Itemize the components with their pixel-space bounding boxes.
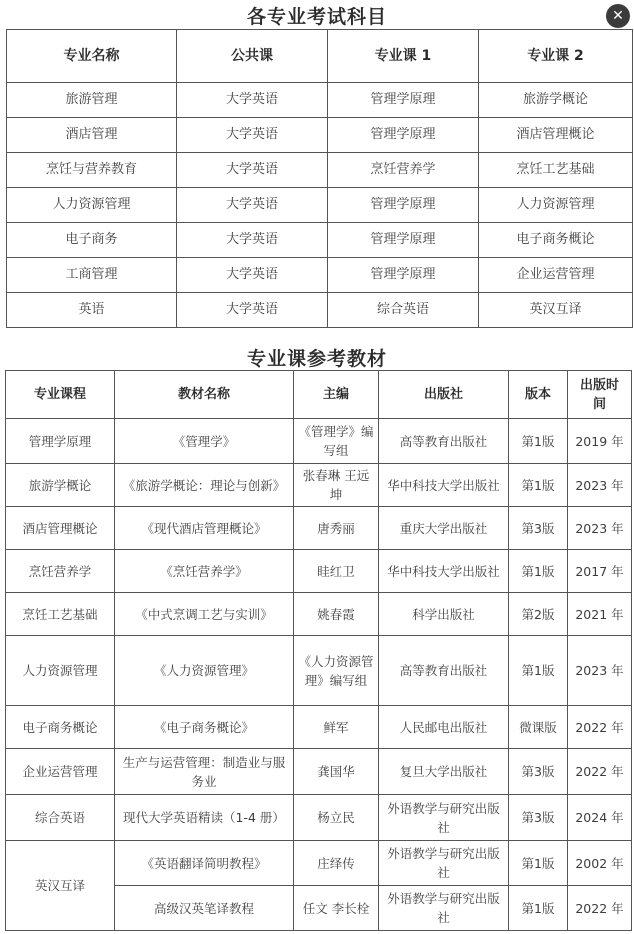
table-cell: 烹饪营养学 [328, 153, 479, 188]
exam-subjects-table [6, 29, 633, 328]
table-row [7, 258, 633, 293]
table-cell: 烹饪工艺基础 [479, 153, 633, 188]
table-header-row [7, 30, 633, 83]
table-row [6, 593, 632, 636]
table-cell: 微课版 [509, 706, 568, 749]
table-cell: 企业运营管理 [479, 258, 633, 293]
table-cell: 唐秀丽 [294, 507, 379, 550]
table-cell: 管理学原理 [328, 188, 479, 223]
table-cell: 电子商务概论 [6, 706, 115, 749]
table-cell: 大学英语 [177, 223, 328, 258]
table-row [6, 636, 632, 706]
header-cell: 主编 [294, 371, 379, 419]
table-cell: 重庆大学出版社 [379, 507, 509, 550]
table-cell: 烹饪营养学 [6, 550, 115, 593]
table-cell: 综合英语 [328, 293, 479, 328]
table-row [6, 795, 632, 841]
table-cell: 庄绎传 [294, 841, 379, 886]
table-cell: 第1版 [509, 636, 568, 706]
table-cell: 电子商务 [7, 223, 177, 258]
table-row [6, 841, 632, 886]
header-cell: 专业名称 [7, 30, 177, 83]
table-cell: 眭红卫 [294, 550, 379, 593]
table-row [7, 118, 633, 153]
table-cell: 大学英语 [177, 118, 328, 153]
table-row [6, 507, 632, 550]
table-cell: 高等教育出版社 [379, 636, 509, 706]
table-cell: 外语教学与研究出版社 [379, 795, 509, 841]
table-row [7, 188, 633, 223]
reference-textbooks-title: 专业课参考教材 [246, 348, 387, 370]
table-cell: 2022 年 [568, 749, 632, 795]
table-row [7, 293, 633, 328]
table-row [6, 464, 632, 507]
reference-textbooks-table [5, 370, 632, 931]
table-cell: 酒店管理概论 [479, 118, 633, 153]
table-cell: 2019 年 [568, 419, 632, 464]
table-cell: 管理学原理 [6, 419, 115, 464]
header-cell: 教材名称 [115, 371, 294, 419]
table-cell: 管理学原理 [328, 258, 479, 293]
table-row [6, 749, 632, 795]
table-header-row [6, 371, 632, 419]
table-cell: 现代大学英语精读（1-4 册） [115, 795, 294, 841]
table-cell: 外语教学与研究出版社 [379, 886, 509, 931]
header-cell: 出版社 [379, 371, 509, 419]
table-cell: 综合英语 [6, 795, 115, 841]
table-cell: 旅游学概论 [6, 464, 115, 507]
table-cell: 大学英语 [177, 258, 328, 293]
table-cell: 2022 年 [568, 706, 632, 749]
table-cell: 人力资源管理 [479, 188, 633, 223]
table-cell: 旅游学概论 [479, 83, 633, 118]
table-cell: 2021 年 [568, 593, 632, 636]
table-cell: 旅游管理 [7, 83, 177, 118]
table-cell: 高等教育出版社 [379, 419, 509, 464]
table-cell: 科学出版社 [379, 593, 509, 636]
table-cell: 《中式烹调工艺与实训》 [115, 593, 294, 636]
table-cell: 人力资源管理 [6, 636, 115, 706]
table-cell: 第1版 [509, 419, 568, 464]
table-cell: 2023 年 [568, 636, 632, 706]
table-cell: 人民邮电出版社 [379, 706, 509, 749]
table-cell: 第2版 [509, 593, 568, 636]
table-cell: 烹饪与营养教育 [7, 153, 177, 188]
table-cell: 《烹饪营养学》 [115, 550, 294, 593]
table-cell: 人力资源管理 [7, 188, 177, 223]
table-row [7, 153, 633, 188]
table-cell: 任文 李长栓 [294, 886, 379, 931]
table-row [7, 83, 633, 118]
table-cell: 2002 年 [568, 841, 632, 886]
table-cell: 第1版 [509, 886, 568, 931]
table-cell: 龚国华 [294, 749, 379, 795]
header-cell: 专业课 2 [479, 30, 633, 83]
table-cell: 2024 年 [568, 795, 632, 841]
header-cell: 专业课 1 [328, 30, 479, 83]
header-cell: 公共课 [177, 30, 328, 83]
table-row [6, 550, 632, 593]
table-cell: 大学英语 [177, 83, 328, 118]
header-cell: 出版时间 [568, 371, 632, 419]
merged-course-cell: 英汉互译 [6, 841, 115, 931]
table-cell: 华中科技大学出版社 [379, 550, 509, 593]
table-row [6, 419, 632, 464]
table-cell: 鲜军 [294, 706, 379, 749]
table-cell: 酒店管理 [7, 118, 177, 153]
table-cell: 2023 年 [568, 507, 632, 550]
table-cell: 大学英语 [177, 188, 328, 223]
table-cell: 第1版 [509, 464, 568, 507]
table-cell: 《旅游学概论：理论与创新》 [115, 464, 294, 507]
table-cell: 华中科技大学出版社 [379, 464, 509, 507]
table-cell: 姚春霞 [294, 593, 379, 636]
table-cell: 管理学原理 [328, 223, 479, 258]
table-cell: 复旦大学出版社 [379, 749, 509, 795]
table-cell: 电子商务概论 [479, 223, 633, 258]
table-cell: 英汉互译 [479, 293, 633, 328]
header-cell: 专业课程 [6, 371, 115, 419]
table-cell: 张春琳 王远坤 [294, 464, 379, 507]
table-cell: 《管理学》编写组 [294, 419, 379, 464]
table-cell: 2017 年 [568, 550, 632, 593]
table-cell: 2022 年 [568, 886, 632, 931]
table-cell: 《人力资源管理》 [115, 636, 294, 706]
table-cell: 《人力资源管理》编写组 [294, 636, 379, 706]
table-row [6, 706, 632, 749]
table-cell: 生产与运营管理：制造业与服务业 [115, 749, 294, 795]
table-cell: 英语 [7, 293, 177, 328]
table-cell: 烹饪工艺基础 [6, 593, 115, 636]
table-cell: 管理学原理 [328, 118, 479, 153]
header-cell: 版本 [509, 371, 568, 419]
exam-subjects-title: 各专业考试科目 [246, 6, 387, 28]
table-cell: 《电子商务概论》 [115, 706, 294, 749]
table-cell: 第3版 [509, 507, 568, 550]
table-cell: 外语教学与研究出版社 [379, 841, 509, 886]
table-cell: 第1版 [509, 841, 568, 886]
table-cell: 杨立民 [294, 795, 379, 841]
table-cell: 管理学原理 [328, 83, 479, 118]
table-cell: 第3版 [509, 795, 568, 841]
table-cell: 大学英语 [177, 293, 328, 328]
table-cell: 工商管理 [7, 258, 177, 293]
table-cell: 2023 年 [568, 464, 632, 507]
table-cell: 《管理学》 [115, 419, 294, 464]
table-cell: 第3版 [509, 749, 568, 795]
table-cell: 企业运营管理 [6, 749, 115, 795]
table-row [7, 223, 633, 258]
close-icon[interactable]: ✕ [606, 4, 630, 28]
table-cell: 《现代酒店管理概论》 [115, 507, 294, 550]
table-cell: 《英语翻译简明教程》 [115, 841, 294, 886]
table-cell: 高级汉英笔译教程 [115, 886, 294, 931]
table-cell: 大学英语 [177, 153, 328, 188]
table-cell: 第1版 [509, 550, 568, 593]
table-cell: 酒店管理概论 [6, 507, 115, 550]
